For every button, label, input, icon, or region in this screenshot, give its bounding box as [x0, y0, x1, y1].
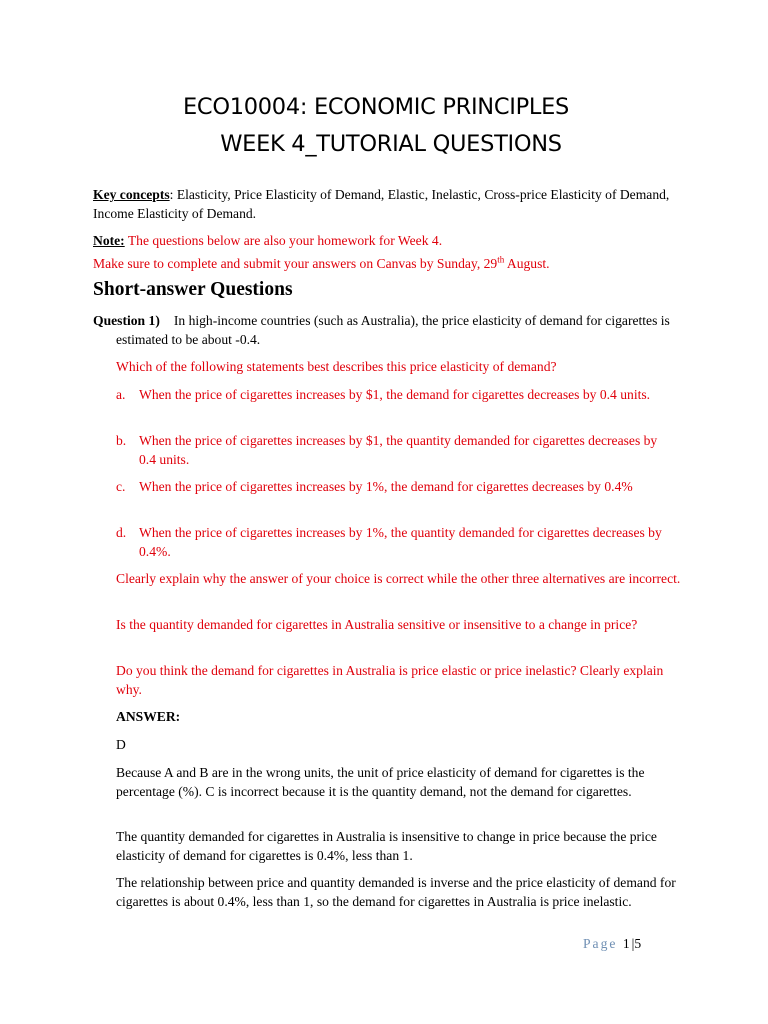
question-1-followup-sensitivity: Is the quantity demanded for cigarettes in Australia sensitive or insensitive to a change in price?	[116, 617, 638, 632]
key-concepts-text: : Elasticity, Price Elasticity of Demand, Elastic, Inelastic, Cross-price Elasticity of Demand, Income Elasticity of Demand.	[93, 187, 670, 221]
option-a-text: When the price of cigarettes increases by $1, the demand for cigarettes decreases by 0.4 units.	[139, 387, 651, 402]
question-1-followup-elasticity: Do you think the demand for cigarettes in Australia is price elastic or price inelastic? Clearly explain why.	[116, 663, 664, 697]
option-d-letter: d.	[116, 525, 127, 540]
key-concepts-paragraph	[93, 186, 683, 223]
page-separator: |	[631, 936, 635, 951]
option-a	[116, 386, 676, 405]
option-c	[116, 478, 676, 497]
document-title-course: ECO10004: ECONOMIC PRINCIPLES	[183, 94, 569, 120]
option-c-letter: c.	[116, 479, 126, 494]
key-concepts-label: Key concepts	[93, 187, 170, 202]
note-line2	[93, 256, 550, 271]
question-1-text: In high-income countries (such as Australia), the price elasticity of demand for cigarettes is estimated to be about -0.4.	[116, 313, 670, 347]
answer-choice: D	[116, 737, 126, 752]
answer-paragraph-3: The relationship between price and quantity demanded is inverse and the price elasticity of demand for cigarettes is about 0.4%, less than 1, so the demand for cigarettes in Australia is price inelastic.	[116, 875, 676, 909]
answer-paragraph-1: Because A and B are in the wrong units, the unit of price elasticity of demand for cigarettes is the percentage (%). C is incorrect because it is the quantity demand, not the demand for cigarettes.	[116, 765, 645, 799]
page-total: 5	[634, 936, 644, 951]
option-d-text: When the price of cigarettes increases by 1%, the quantity demanded for cigarettes decreases by 0.4%.	[139, 525, 662, 559]
note-line2-end: August.	[504, 256, 550, 272]
page-number: 1	[622, 936, 632, 951]
section-heading: Short-answer Questions	[93, 279, 293, 300]
note-paragraph	[93, 232, 683, 274]
option-c-text: When the price of cigarettes increases by 1%, the demand for cigarettes decreases by 0.4%	[139, 479, 633, 494]
note-line2-superscript: th	[497, 254, 505, 265]
page-footer	[583, 936, 643, 952]
answer-label: ANSWER:	[116, 709, 181, 724]
document-title-week: WEEK 4_TUTORIAL QUESTIONS	[220, 131, 562, 157]
option-b	[116, 432, 676, 469]
question-1-label: Question 1)	[93, 313, 160, 328]
note-line1: The questions below are also your homework for Week 4.	[124, 233, 443, 248]
note-label: Note:	[93, 233, 125, 248]
option-d	[116, 524, 676, 561]
question-1-stem	[93, 312, 716, 349]
answer-paragraph-2: The quantity demanded for cigarettes in Australia is insensitive to change in price because the price elasticity of demand for cigarettes is 0.4%, less than 1.	[116, 829, 657, 863]
option-a-letter: a.	[116, 387, 126, 402]
question-1-followup-explain: Clearly explain why the answer of your choice is correct while the other three alternatives are incorrect.	[116, 571, 681, 586]
note-line2-text: Make sure to complete and submit your answers on Canvas by Sunday, 29	[93, 256, 498, 272]
question-1-prompt: Which of the following statements best describes this price elasticity of demand?	[116, 359, 557, 374]
page-label: Page	[583, 936, 618, 951]
option-b-letter: b.	[116, 433, 127, 448]
option-b-text: When the price of cigarettes increases by $1, the quantity demanded for cigarettes decreases by 0.4 units.	[139, 433, 658, 467]
